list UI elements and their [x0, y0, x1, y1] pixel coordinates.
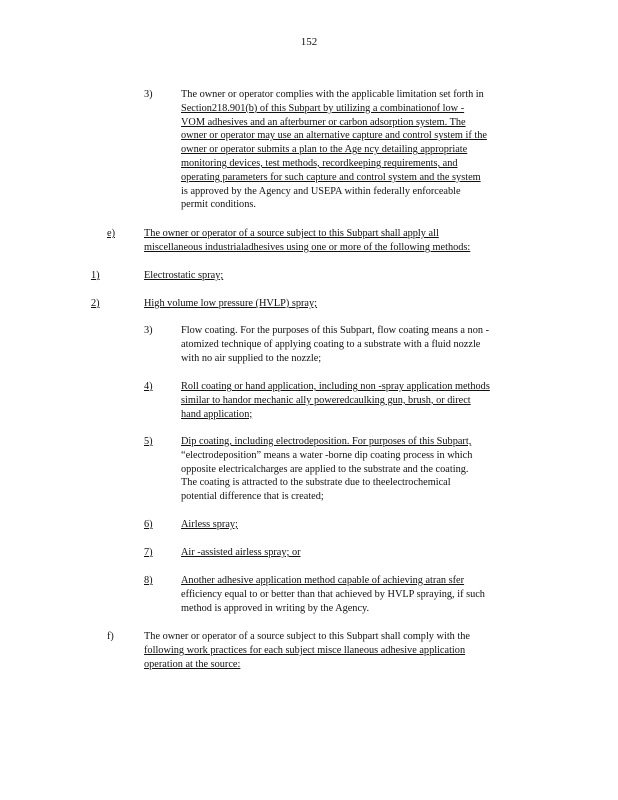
item-3b-number: 3): [144, 325, 153, 336]
item-5-line: The coating is attracted to the substrate due to theelectrochemical: [181, 477, 451, 489]
item-3a-line: is approved by the Agency and USEPA within federally enforceable: [181, 185, 461, 197]
item-3b-line: with no air supplied to the nozzle;: [181, 352, 322, 364]
item-3a-number: 3): [144, 89, 153, 100]
item-e-line: The owner or operator of a source subject to this Subpart shall apply all: [144, 228, 439, 239]
item-8-line: method is approved in writing by the Agency.: [181, 602, 370, 614]
item-6-text: [181, 518, 238, 532]
page-number: 152: [300, 36, 318, 48]
item-5-line: opposite electricalcharges are applied to the substrate and the coating.: [181, 463, 469, 475]
item-8-number: 8): [144, 575, 153, 586]
item-8-text: [181, 574, 485, 615]
item-8-line: Another adhesive application method capable of achieving atran sfer: [181, 575, 465, 586]
item-2-number: 2): [91, 298, 100, 309]
item-5-line: “electrodeposition” means a water -borne dip coating process in which: [181, 449, 473, 461]
item-3b-text: [181, 324, 489, 365]
item-3a-line: operating parameters for such capture and control system and the system: [181, 171, 481, 183]
item-6-line: Airless spray;: [181, 519, 238, 530]
item-3a-line: owner or operator submits a plan to the Age ncy detailing appropriate: [181, 144, 468, 156]
item-3a-line: VOM adhesives and an afterburner or carbon adsorption system. The: [181, 116, 466, 128]
item-3b-line: Flow coating. For the purposes of this Subpart, flow coating means a non -: [181, 325, 490, 336]
item-5-line: Dip coating, including electrodeposition. For purposes of this Subpart,: [181, 436, 472, 447]
item-3a-line: permit conditions.: [181, 199, 256, 211]
item-2-line: High volume low pressure (HVLP) spray;: [144, 298, 318, 309]
item-f-line: following work practices for each subject misce llaneous adhesive application: [144, 644, 466, 656]
item-4-number: 4): [144, 381, 153, 392]
item-4-line: Roll coating or hand application, including non -spray application methods: [181, 381, 490, 392]
item-6-number: 6): [144, 519, 153, 530]
item-7-line: Air -assisted airless spray; or: [181, 547, 301, 558]
item-2-text: [144, 297, 317, 311]
item-f-line: The owner or operator of a source subject to this Subpart shall comply with the: [144, 631, 470, 642]
item-3b-line: atomized technique of applying coating to a substrate with a fluid nozzle: [181, 338, 481, 350]
item-5-line: potential difference that is created;: [181, 491, 324, 503]
item-8-line: efficiency equal to or better than that achieved by HVLP spraying, if such: [181, 588, 485, 600]
item-4-line: hand application;: [181, 408, 253, 420]
item-3a-line: Section218.901(b) of this Subpart by utilizing a combinationof low -: [181, 102, 465, 114]
item-e-line: miscellaneous industrialadhesives using one or more of the following methods:: [144, 241, 471, 253]
item-f-line: operation at the source:: [144, 658, 241, 670]
item-1-line: Electrostatic spray;: [144, 270, 224, 281]
item-1-text: [144, 269, 223, 283]
item-1-number: 1): [91, 270, 100, 281]
item-7-number: 7): [144, 547, 153, 558]
item-7-text: [181, 546, 301, 560]
item-e-text: [144, 227, 470, 255]
item-3a-line: owner or operator may use an alternative capture and control system if the: [181, 130, 487, 142]
item-f-number: f): [107, 631, 114, 642]
item-5-text: [181, 435, 472, 504]
item-5-number: 5): [144, 436, 153, 447]
item-4-text: [181, 380, 490, 421]
item-4-line: similar to handor mechanic ally poweredcaulking gun, brush, or direct: [181, 394, 471, 406]
item-f-text: [144, 630, 470, 671]
item-3a-text: [181, 88, 487, 212]
item-3a-line: monitoring devices, test methods, recordkeeping requirements, and: [181, 157, 458, 169]
item-e-number: e): [107, 228, 115, 239]
item-3a-line: The owner or operator complies with the applicable limitation set forth in: [181, 89, 484, 100]
